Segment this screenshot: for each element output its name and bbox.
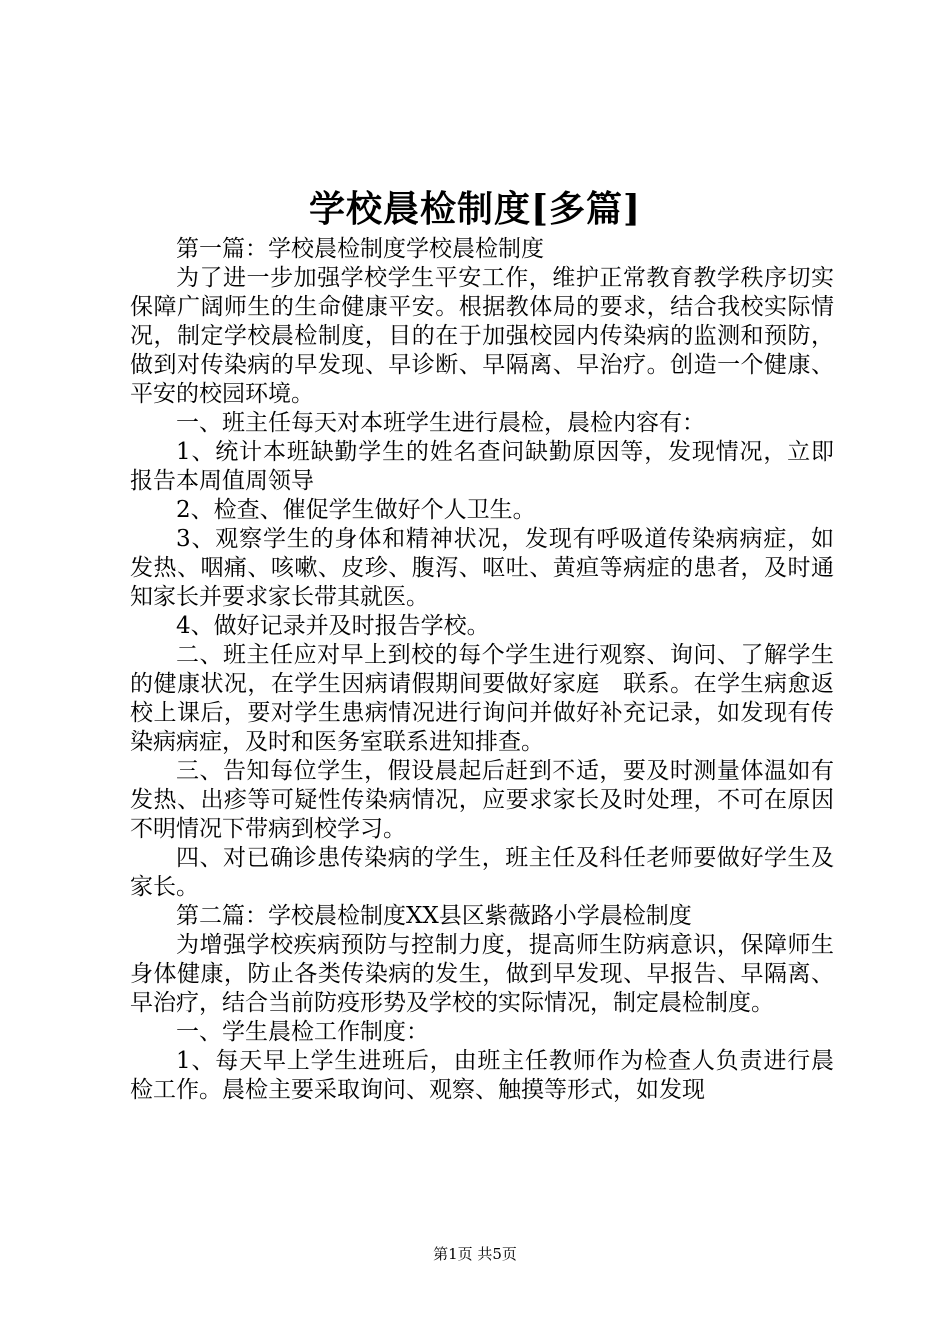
paragraph-part2-heading: 第二篇：学校晨检制度XX县区紫薇路小学晨检制度 [176, 903, 692, 929]
paragraph-item-2: 2、检查、催促学生做好个人卫生。 [176, 497, 536, 523]
paragraph-item-3: 3、观察学生的身体和精神状况，发现有呼吸道传染病病症，如发热、咽痛、咳嗽、皮珍、腹泻、呕吐、黄疸等病症的患者，及时通知家长并要求家长带其就医。 [130, 526, 834, 610]
paragraph-part1-heading: 第一篇：学校晨检制度学校晨检制度 [176, 236, 544, 262]
paragraph-part2-item-1: 1、每天早上学生进班后，由班主任教师作为检查人负责进行晨检工作。晨检主要采取询问、观察、触摸等形式，如发现 [130, 1048, 834, 1103]
document-body [130, 235, 834, 1105]
paragraph-section-2: 二、班主任应对早上到校的每个学生进行观察、询问、了解学生的健康状况，在学生因病请假期间要做好家庭 联系。在学生病愈返校上课后，要对学生患病情况进行询问并做好补充记录，如发现有传染病病症，及时和医务室联系进知排查。 [130, 642, 834, 755]
document-title: 学校晨检制度[多篇] [308, 188, 642, 230]
paragraph-part2-section-1: 一、学生晨检工作制度： [176, 1019, 429, 1045]
paragraph-item-4: 4、做好记录并及时报告学校。 [176, 613, 490, 639]
paragraph-section-4: 四、对已确诊患传染病的学生，班主任及科任老师要做好学生及家长。 [130, 845, 834, 900]
paragraph-part2-intro: 为增强学校疾病预防与控制力度，提高师生防病意识，保障师生身体健康，防止各类传染病的发生，做到早发现、早报告、早隔离、早治疗，结合当前防疫形势及学校的实际情况，制定晨检制度。 [130, 932, 834, 1016]
paragraph-intro: 为了进一步加强学校学生平安工作，维护正常教育教学秩序切实保障广阔师生的生命健康平安。根据教体局的要求，结合我校实际情况，制定学校晨检制度，目的在于加强校园内传染病的监测和预防，做到对传染病的早发现、早诊断、早隔离、早治疗。创造一个健康、平安的校园环境。 [130, 265, 834, 407]
paragraph-section-1: 一、班主任每天对本班学生进行晨检，晨检内容有： [176, 410, 705, 436]
paragraph-section-3: 三、告知每位学生，假设晨起后赶到不适，要及时测量体温如有发热、出疹等可疑性传染病情况，应要求家长及时处理，不可在原因不明情况下带病到校学习。 [130, 758, 834, 842]
page-footer: 第1页 共5页 [433, 1245, 517, 1263]
paragraph-item-1: 1、统计本班缺勤学生的姓名查问缺勤原因等，发现情况，立即报告本周值周领导 [130, 439, 834, 494]
